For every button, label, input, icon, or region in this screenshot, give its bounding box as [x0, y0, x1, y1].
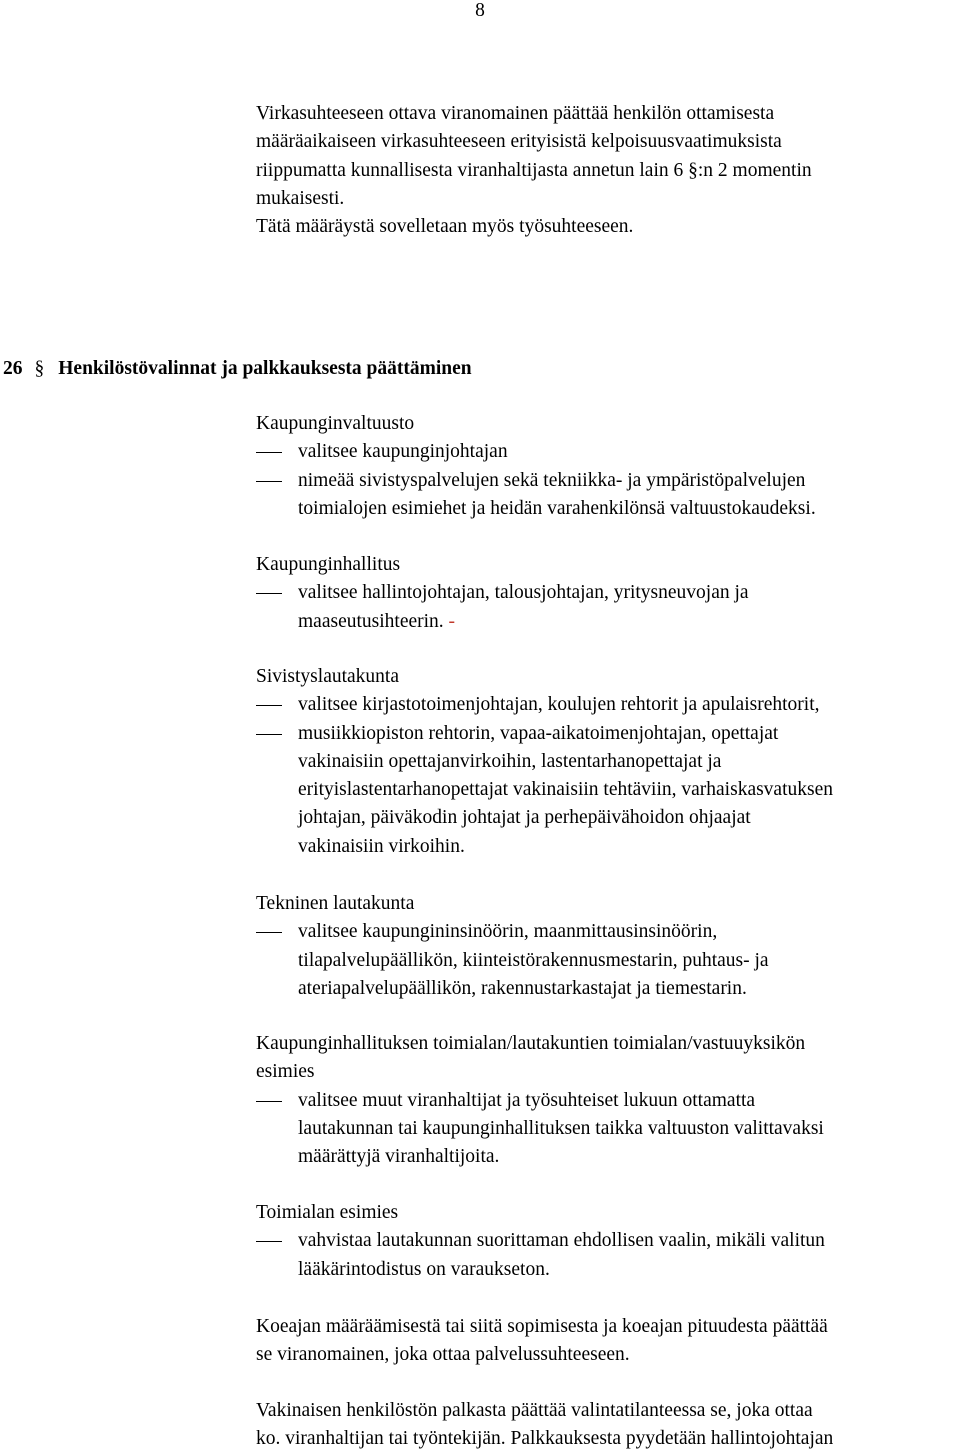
- block-kaupunginvaltuusto: [256, 410, 956, 523]
- text-line: Virkasuhteeseen ottava viranomainen päättää henkilön ottamisesta: [256, 103, 775, 124]
- block-toimialan-esimies: [256, 1199, 956, 1284]
- list-item: [256, 691, 956, 719]
- list-item: [256, 720, 956, 861]
- dash-list: [256, 1087, 956, 1172]
- text-line: valitsee hallintojohtajan, talousjohtajan, yritysneuvojan ja: [298, 582, 749, 604]
- text-line: Koeajan määräämisestä tai siitä sopimisesta ja koeajan pituudesta päättää: [256, 1316, 828, 1337]
- text-line: vahvistaa lautakunnan suorittaman ehdollisen vaalin, mikäli valitun: [298, 1230, 825, 1252]
- list-item: [256, 1227, 956, 1284]
- block-kaupunginhallitus: [256, 551, 956, 636]
- dash-list: [256, 438, 956, 523]
- list-item: [256, 1087, 956, 1172]
- block-label: Kaupunginhallituksen toimialan/lautakuntien toimialan/vastuuyksikön: [256, 1033, 806, 1054]
- text-line: mukaisesti.: [256, 187, 345, 209]
- intro-paragraph: [256, 100, 956, 241]
- text-line: erityislastentarhanopettajat vakinaisiin tehtäviin, varhaiskasvatuksen: [298, 779, 834, 801]
- text-line: Vakinaisen henkilöstön palkasta päättää valintatilanteessa se, joka ottaa: [256, 1400, 813, 1421]
- text-line: valitsee kaupungininsinöörin, maanmittausinsinöörin,: [298, 921, 718, 943]
- text-line: määräaikaiseen virkasuhteeseen erityisistä kelpoisuusvaatimuksista: [256, 131, 782, 153]
- text-line: Tätä määräystä sovelletaan myös työsuhteeseen.: [256, 216, 634, 238]
- text-line: johtajan, päiväkodin johtajat ja perhepäivähoidon ohjaajat: [298, 807, 751, 829]
- list-item: [256, 438, 956, 466]
- text-line: lääkärintodistus on varaukseton.: [298, 1258, 550, 1280]
- text-line: se viranomainen, joka ottaa palvelussuhteeseen.: [256, 1344, 630, 1366]
- text-line: ateriapalvelupäällikön, rakennustarkastajat ja tiemestarin.: [298, 977, 747, 999]
- text-line: musiikkiopiston rehtorin, vapaa-aikatoimenjohtajan, opettajat: [298, 722, 779, 744]
- dash-list: [256, 691, 956, 861]
- list-item: [256, 467, 956, 524]
- dash-list: [256, 579, 956, 636]
- list-item: [256, 579, 956, 636]
- block-label: esimies: [256, 1061, 315, 1083]
- dash-list: [256, 1227, 956, 1284]
- text-line: ko. viranhaltijan tai työntekijän. Palkkauksesta pyydetään hallintojohtajan: [256, 1428, 834, 1450]
- dash-list: [256, 918, 956, 1003]
- block-label: Kaupunginvaltuusto: [256, 413, 415, 434]
- block-tekninen-lautakunta: [256, 890, 956, 1003]
- paragraph-koeaika: [256, 1313, 956, 1370]
- paragraph-palkka: [256, 1397, 956, 1454]
- block-label: Sivistyslautakunta: [256, 666, 399, 687]
- list-item: [256, 918, 956, 1003]
- block-label: Toimialan esimies: [256, 1202, 399, 1223]
- text-line: tilapalvelupäällikön, kiinteistörakennusmestarin, puhtaus- ja: [298, 949, 769, 971]
- text-line: valitsee kirjastotoimenjohtajan, koulujen rehtorit ja apulaisrehtorit,: [298, 694, 820, 716]
- text-line: vakinaisiin virkoihin.: [298, 835, 465, 857]
- text-line: valitsee muut viranhaltijat ja työsuhteiset lukuun ottamatta: [298, 1089, 756, 1111]
- block-label: Tekninen lautakunta: [256, 893, 415, 914]
- text-line: vakinaisiin opettajanvirkoihin, lastentarhanopettajat ja: [298, 750, 722, 772]
- text-line: määrättyjä viranhaltijoita.: [298, 1146, 500, 1168]
- text-line: lautakunnan tai kaupunginhallituksen taikka valtuuston valittavaksi: [298, 1117, 824, 1139]
- text-line: nimeää sivistyspalvelujen sekä tekniikka- ja ympäristöpalvelujen: [298, 469, 806, 491]
- section-heading: [3, 355, 472, 383]
- text-line: toimialojen esimiehet ja heidän varahenkilönsä valtuustokaudeksi.: [298, 497, 816, 519]
- text-line: maaseutusihteerin. -: [298, 610, 456, 632]
- section-title: Henkilöstövalinnat ja palkkauksesta päättäminen: [58, 358, 472, 379]
- block-toimialan-esimies-yleinen: [256, 1030, 956, 1171]
- text-line: riippumatta kunnallisesta viranhaltijasta annetun lain 6 §:n 2 momentin: [256, 159, 812, 181]
- block-label: Kaupunginhallitus: [256, 554, 401, 575]
- section-number: 26: [3, 358, 23, 379]
- trailing-mark: -: [443, 610, 456, 632]
- section-symbol: §: [34, 358, 45, 379]
- block-sivistyslautakunta: [256, 663, 956, 861]
- page-number: 8: [475, 0, 485, 21]
- text-line: valitsee kaupunginjohtajan: [298, 441, 508, 463]
